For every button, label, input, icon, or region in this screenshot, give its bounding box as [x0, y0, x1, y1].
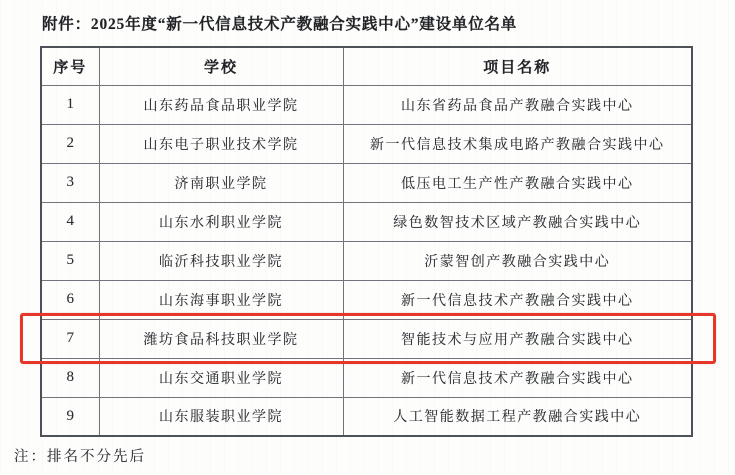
- cell-project: 山东省药品食品产教融合实践中心: [343, 85, 692, 124]
- cell-no: 3: [41, 163, 99, 202]
- cell-school: 山东电子职业技术学院: [99, 124, 343, 163]
- cell-no: 2: [41, 124, 99, 163]
- cell-school: 山东药品食品职业学院: [99, 85, 343, 124]
- cell-school: 潍坊食品科技职业学院: [99, 319, 343, 358]
- cell-no: 8: [41, 358, 99, 397]
- cell-no: 5: [41, 241, 99, 280]
- table-row: [41, 163, 692, 202]
- header-row: [41, 47, 692, 85]
- table-row: [41, 202, 692, 241]
- table-row: [41, 280, 692, 319]
- cell-school: 山东交通职业学院: [99, 358, 343, 397]
- cell-no: 9: [41, 397, 99, 436]
- cell-school: 济南职业学院: [99, 163, 343, 202]
- building-units-table: [40, 46, 693, 437]
- cell-school: 山东水利职业学院: [99, 202, 343, 241]
- header-cell-no: 序号: [41, 47, 99, 85]
- cell-no: 6: [41, 280, 99, 319]
- header-cell-school: 学校: [99, 47, 343, 85]
- cell-project: 新一代信息技术集成电路产教融合实践中心: [343, 124, 692, 163]
- table-row-highlighted: [41, 319, 692, 358]
- cell-project: 智能技术与应用产教融合实践中心: [343, 319, 692, 358]
- cell-project: 绿色数智技术区域产教融合实践中心: [343, 202, 692, 241]
- cell-project: 新一代信息技术产教融合实践中心: [343, 280, 692, 319]
- table-row: [41, 124, 692, 163]
- cell-project: 人工智能数据工程产教融合实践中心: [343, 397, 692, 436]
- table-row: [41, 397, 692, 436]
- table-row: [41, 241, 692, 280]
- cell-project: 低压电工生产性产教融合实践中心: [343, 163, 692, 202]
- cell-school: 山东海事职业学院: [99, 280, 343, 319]
- header-cell-project: 项目名称: [343, 47, 692, 85]
- cell-no: 7: [41, 319, 99, 358]
- cell-school: 山东服装职业学院: [99, 397, 343, 436]
- cell-no: 4: [41, 202, 99, 241]
- table-row: [41, 85, 692, 124]
- cell-school: 临沂科技职业学院: [99, 241, 343, 280]
- cell-project: 沂蒙智创产教融合实践中心: [343, 241, 692, 280]
- cell-project: 新一代信息技术产教融合实践中心: [343, 358, 692, 397]
- table-row: [41, 358, 692, 397]
- page-title: 附件：2025年度“新一代信息技术产教融合实践中心”建设单位名单: [42, 16, 518, 33]
- cell-no: 1: [41, 85, 99, 124]
- footnote: 注：排名不分先后: [14, 449, 146, 465]
